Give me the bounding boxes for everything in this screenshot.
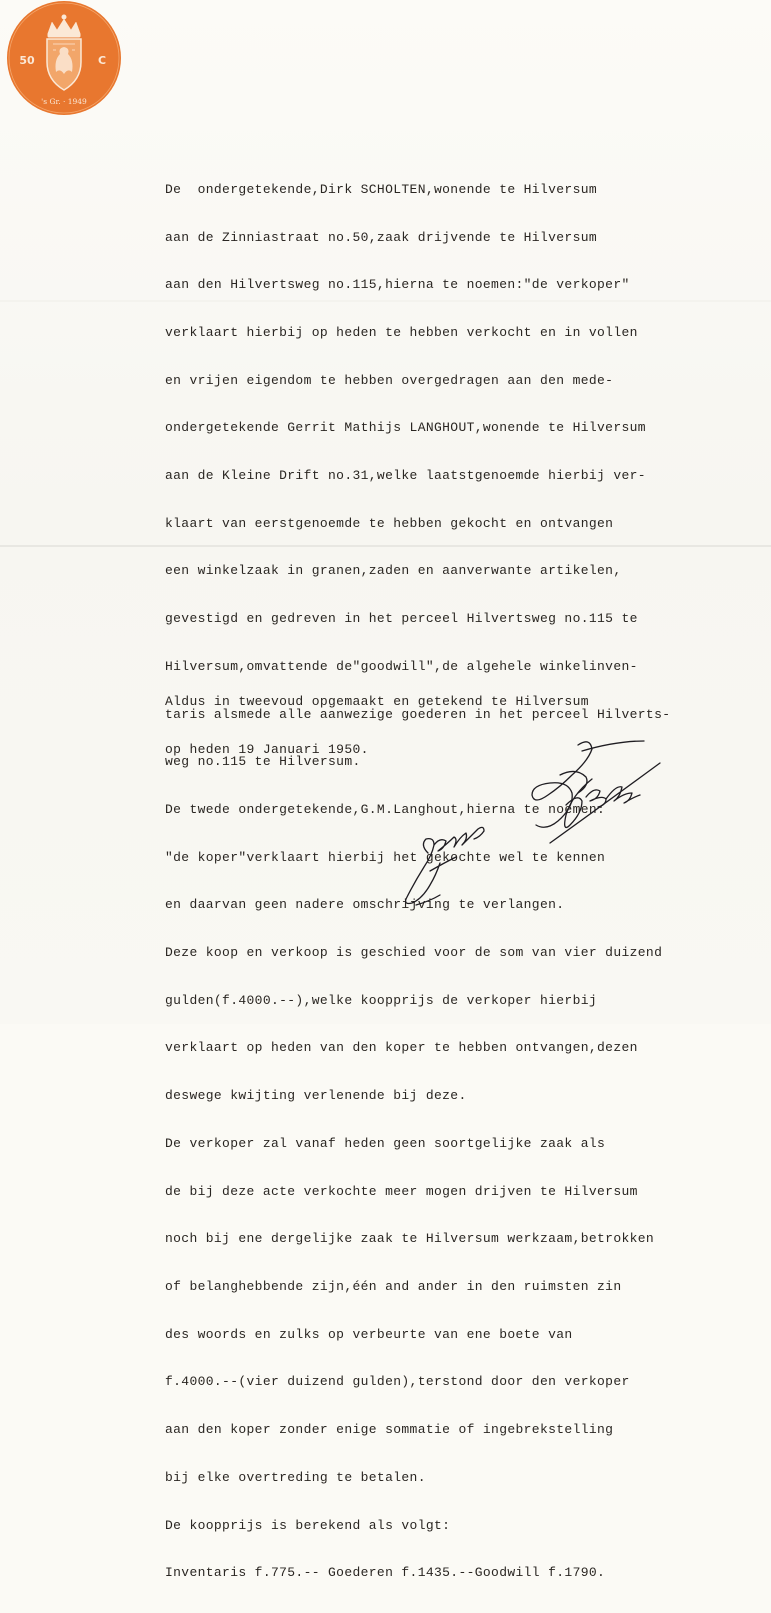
text-line: aan de Kleine Drift no.31,welke laatstgenoemde hierbij ver- [165, 468, 646, 484]
text-line: deswege kwijting verlenende bij deze. [165, 1088, 467, 1104]
text-line: de bij deze acte verkochte meer mogen drijven te Hilversum [165, 1183, 638, 1199]
text-line: De ondergetekende,Dirk SCHOLTEN,wonende te Hilversum [165, 181, 598, 197]
text-line: een winkelzaak in granen,zaden en aanverwante artikelen, [165, 563, 622, 579]
text-line: en daarvan geen nadere omschrijving te verlangen. [165, 897, 565, 913]
text-line: taris alsmede alle aanwezige goederen in het perceel Hilverts- [165, 706, 671, 722]
text-line: verklaart op heden van den koper te hebben ontvangen,dezen [165, 1040, 638, 1056]
stamp-value-right: C [97, 54, 107, 67]
signature-scholten [520, 735, 670, 850]
text-line: Hilversum,omvattende de"goodwill",de algehele winkelinven- [165, 658, 638, 674]
text-line: Inventaris f.775.-- Goederen f.1435.--Goodwill f.1790. [165, 1565, 606, 1581]
text-line: De koopprijs is berekend als volgt: [165, 1517, 451, 1533]
text-line: De twede ondergetekende,G.M.Langhout,hierna te noemen: [165, 801, 606, 817]
text-line: aan den koper zonder enige sommatie of ingebrekstelling [165, 1422, 614, 1438]
text-line: gulden(f.4000.--),welke koopprijs de verkoper hierbij [165, 992, 598, 1008]
text-line: ondergetekende Gerrit Mathijs LANGHOUT,wonende te Hilversum [165, 420, 646, 436]
signature-langhout [400, 815, 495, 910]
text-line: f.4000.--(vier duizend gulden),terstond door den verkoper [165, 1374, 630, 1390]
closing-line: op heden 19 Januari 1950. [165, 741, 369, 757]
text-line: aan den Hilvertsweg no.115,hierna te noemen:"de verkoper" [165, 277, 630, 293]
closing-line: Aldus in tweevoud opgemaakt en getekend te Hilversum [165, 694, 589, 709]
stamp-imprint: 's Gr. · 1949 [41, 97, 87, 106]
text-line: weg no.115 te Hilversum. [165, 754, 361, 770]
text-line: verklaart hierbij op heden te hebben verkocht en in vollen [165, 324, 638, 340]
revenue-stamp [4, 0, 124, 118]
text-line: bij elke overtreding te betalen. [165, 1469, 426, 1485]
text-line: en vrijen eigendom te hebben overgedragen aan den mede- [165, 372, 614, 388]
stamp-value-left: 50 [19, 54, 35, 67]
text-line: of belanghebbende zijn,één and ander in den ruimsten zin [165, 1278, 622, 1294]
text-line: klaart van eerstgenoemde te hebben gekocht en ontvangen [165, 515, 614, 531]
text-line: noch bij ene dergelijke zaak te Hilversum werkzaam,betrokken [165, 1231, 655, 1247]
text-line: "de koper"verklaart hierbij het gekochte wel te kennen [165, 849, 606, 865]
text-line: Deze koop en verkoop is geschied voor de som van vier duizend [165, 945, 663, 961]
text-line: De verkoper zal vanaf heden geen soortgelijke zaak als [165, 1135, 606, 1151]
text-line: aan de Zinniastraat no.50,zaak drijvende te Hilversum [165, 229, 598, 245]
text-line: gevestigd en gedreven in het perceel Hilvertsweg no.115 te [165, 611, 638, 627]
text-line: des woords en zulks op verbeurte van ene boete van [165, 1326, 573, 1342]
